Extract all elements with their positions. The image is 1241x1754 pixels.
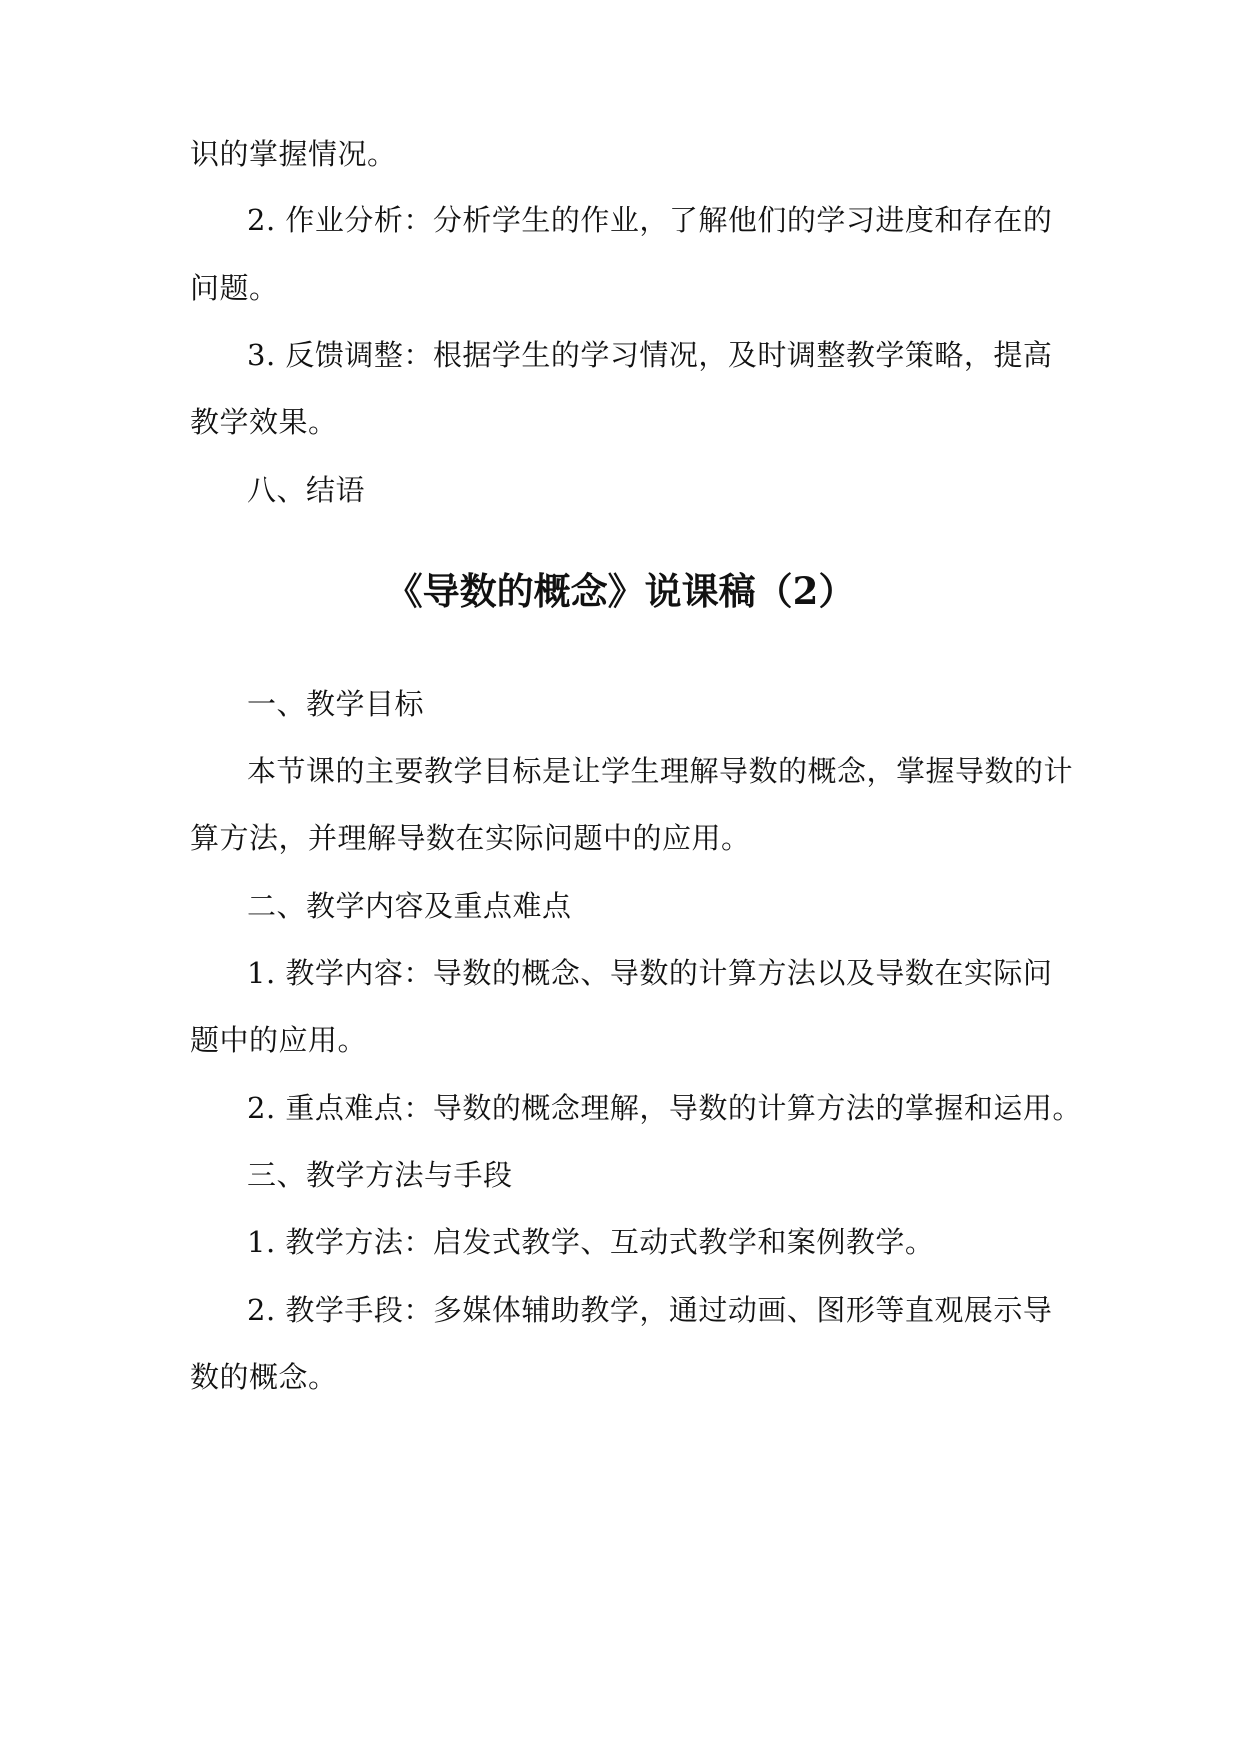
text-line: 问题。 (190, 271, 279, 305)
text-line: 3. 反馈调整：根据学生的学习情况，及时调整教学策略，提高 (247, 338, 1053, 372)
text-line: 本节课的主要教学目标是让学生理解导数的概念，掌握导数的计 (247, 754, 1074, 788)
section-heading: 二、教学内容及重点难点 (247, 889, 572, 923)
section-heading: 八、结语 (247, 473, 366, 507)
text-line: 算方法，并理解导数在实际问题中的应用。 (190, 821, 751, 855)
section-heading: 三、教学方法与手段 (247, 1158, 513, 1192)
text-line: 2. 重点难点：导数的概念理解，导数的计算方法的掌握和运用。 (247, 1091, 1082, 1125)
document-title: 《导数的概念》说课稿（2） (385, 569, 856, 613)
text-line: 识的掌握情况。 (190, 137, 397, 171)
text-line: 数的概念。 (190, 1360, 338, 1394)
text-line: 2. 作业分析：分析学生的作业，了解他们的学习进度和存在的 (247, 203, 1053, 237)
text-line: 题中的应用。 (190, 1023, 368, 1057)
text-line: 1. 教学方法：启发式教学、互动式教学和案例教学。 (247, 1225, 935, 1259)
text-line: 教学效果。 (190, 405, 338, 439)
section-heading: 一、教学目标 (247, 687, 425, 721)
text-line: 2. 教学手段：多媒体辅助教学，通过动画、图形等直观展示导 (247, 1293, 1053, 1327)
text-line: 1. 教学内容：导数的概念、导数的计算方法以及导数在实际问 (247, 956, 1053, 990)
